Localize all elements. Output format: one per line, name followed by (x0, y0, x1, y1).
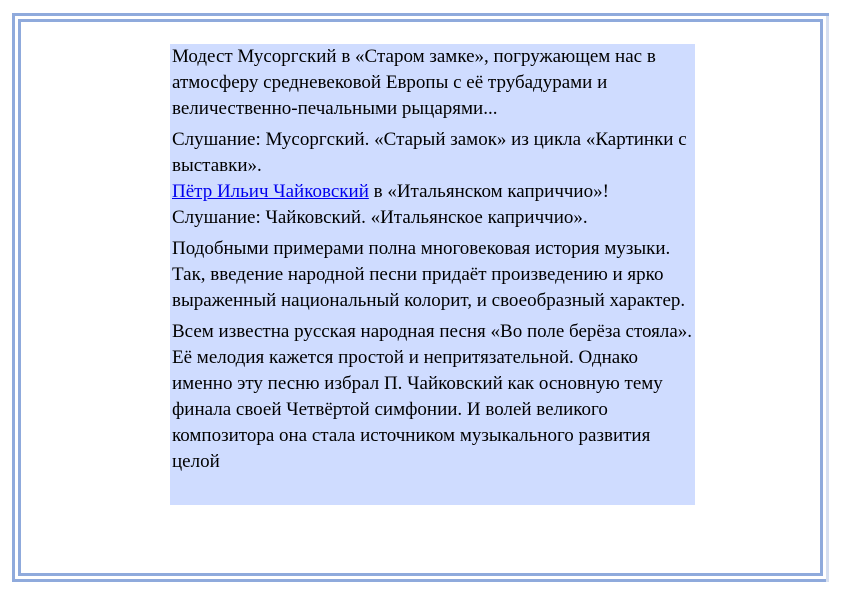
paragraph-listening-tchaikovsky: Слушание: Чайковский. «Итальянское каприччио». (172, 207, 588, 228)
paragraph-listening-mussorgsky: Слушание: Мусоргский. «Старый замок» из цикла «Картинки с выставки». (172, 129, 687, 176)
paragraph-tchaikovsky (172, 179, 695, 205)
slide-text-block (170, 44, 695, 505)
slide-edge-shadow (826, 16, 829, 582)
paragraph-birch-song: Всем известна русская народная песня «Во поле берёза стояла». Её мелодия кажется простой и непритязательной. Однако именно эту песню избрал П. Чайковский как основную тему финала своей Четвёртой симфонии. И волей великого композитора она стала источником музыкального развития целой (172, 321, 693, 472)
paragraph-folk-song-history: Подобными примерами полна многовековая история музыки. Так, введение народной песни придаёт произведению и ярко выраженный национальный колорит, и своеобразный характер. (172, 238, 686, 311)
tchaikovsky-caprice-text: в «Итальянском каприччио»! (368, 181, 609, 202)
tchaikovsky-link[interactable]: Пётр Ильич Чайковский (172, 181, 369, 202)
paragraph-old-castle: Модест Мусоргский в «Старом замке», погружающем нас в атмосферу средневековой Европы с её трубадурами и величественно-печальными рыцарями... (172, 46, 656, 119)
